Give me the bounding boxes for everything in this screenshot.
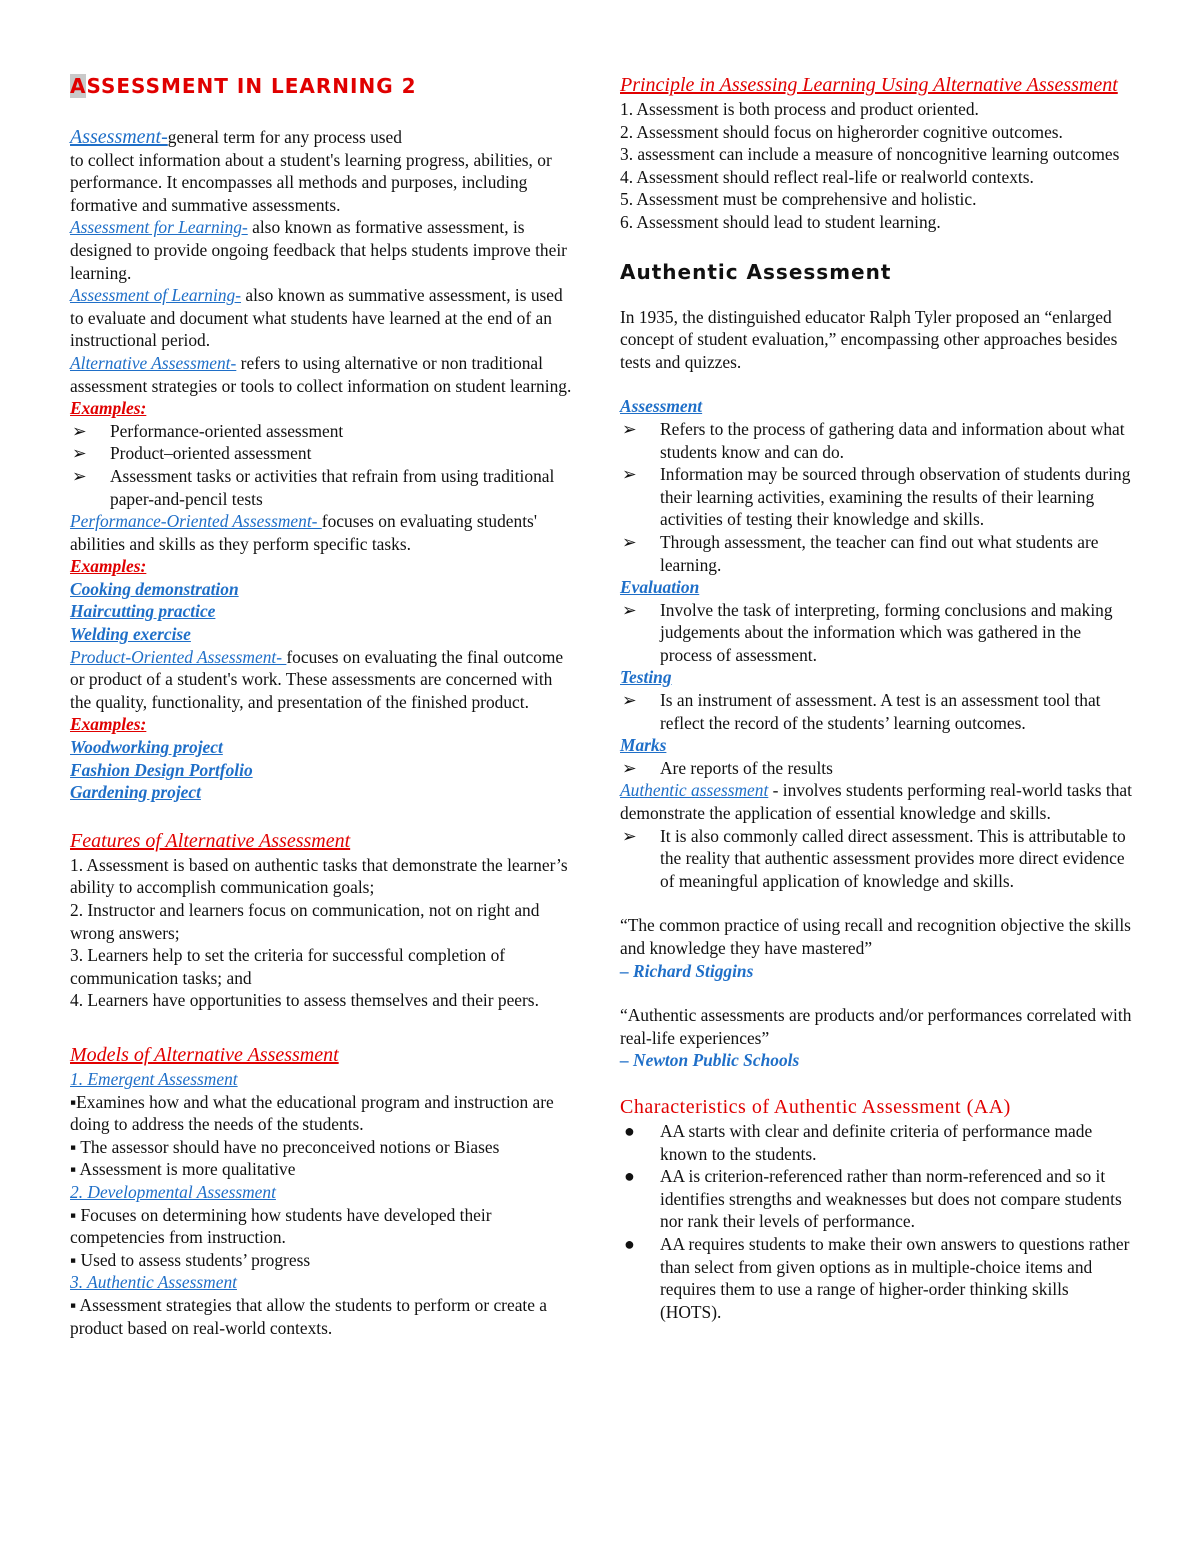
prod-definition xyxy=(70,646,575,714)
aol-term: Assessment of Learning- xyxy=(70,285,242,306)
prod-term: Product-Oriented Assessment- xyxy=(70,646,287,667)
example-link: Cooking demonstration xyxy=(70,578,239,599)
marks-label: Marks xyxy=(620,735,667,756)
model-line: ▪ Assessment is more qualitative xyxy=(70,1159,296,1180)
list-item-text: Product–oriented assessment xyxy=(110,443,312,464)
model-title: 1. Emergent Assessment xyxy=(70,1068,238,1089)
perf-definition xyxy=(70,510,575,555)
principle-item: 5. Assessment must be comprehensive and holistic. xyxy=(620,189,977,210)
list-item-text: Performance-oriented assessment xyxy=(110,420,344,441)
model-line: ▪ The assessor should have no preconceived notions or Biases xyxy=(70,1136,500,1157)
arrow-bullet-icon: ➢ xyxy=(622,599,637,620)
round-bullet-icon: ● xyxy=(624,1233,635,1254)
afl-def: also known as formative assessment, is designed to provide ongoing feedback that helps students improve their learning. xyxy=(70,217,567,283)
arrow-bullet-icon: ➢ xyxy=(622,464,637,485)
testing-label: Testing xyxy=(620,667,672,688)
assessment-label: Assessment xyxy=(620,396,703,417)
example-link: Fashion Design Portfolio xyxy=(70,759,253,780)
features-heading: Features of Alternative Assessment xyxy=(70,829,351,852)
authentic-def: - involves students performing real-world tasks that demonstrate the application of essential knowledge and skills. xyxy=(620,780,1132,824)
principle-heading: Principle in Assessing Learning Using Alternative Assessment xyxy=(620,74,1118,96)
list-item-text: Involve the task of interpreting, forming conclusions and making judgements about the information which was gathered in the process of assessment. xyxy=(660,599,1113,665)
model-line: ▪ Used to assess students’ progress xyxy=(70,1249,311,1270)
quote-stiggins: “The common practice of using recall and recognition objective the skills and knowledge they have mastered” xyxy=(620,915,1131,958)
examples-label: Examples: xyxy=(70,714,147,735)
assessment-points xyxy=(620,418,1132,576)
list-item xyxy=(620,463,1132,531)
arrow-bullet-icon: ➢ xyxy=(622,825,637,846)
arrow-bullet-icon: ➢ xyxy=(72,420,87,441)
feature-item: 3. Learners help to set the criteria for successful completion of communication tasks; and xyxy=(70,945,506,988)
list-item-text: Is an instrument of assessment. A test is an assessment tool that reflect the record of the students’ learning outcomes. xyxy=(660,690,1101,733)
list-item xyxy=(70,420,575,443)
assessment-term: Assessment- xyxy=(70,126,168,148)
principle-item: 4. Assessment should reflect real-life or realworld contexts. xyxy=(620,166,1034,187)
arrow-bullet-icon: ➢ xyxy=(72,443,87,464)
principle-item: 3. assessment can include a measure of noncognitive learning outcomes xyxy=(620,144,1120,165)
afl-definition xyxy=(70,216,575,284)
marks-points xyxy=(620,757,1132,780)
model-title: 3. Authentic Assessment xyxy=(70,1272,237,1293)
model-line: ▪ Focuses on determining how students have developed their competencies from instruction. xyxy=(70,1204,492,1248)
alt-definition xyxy=(70,352,575,397)
title-text: SSESSMENT IN LEARNING 2 xyxy=(86,74,417,98)
evaluation-label: Evaluation xyxy=(620,577,700,598)
list-item-text: AA is criterion-referenced rather than norm-referenced and so it identifies strengths and weaknesses but does not compare students nor rank their levels of performance. xyxy=(660,1166,1122,1232)
arrow-bullet-icon: ➢ xyxy=(622,757,637,778)
list-item xyxy=(620,1120,1132,1165)
right-column xyxy=(620,72,1132,1323)
evaluation-points xyxy=(620,599,1132,667)
aol-definition xyxy=(70,284,575,352)
authentic-heading: Authentic Assessment xyxy=(620,259,892,284)
title-first-letter: A xyxy=(70,74,87,98)
example-link: Woodworking project xyxy=(70,737,223,758)
feature-item: 4. Learners have opportunities to assess themselves and their peers. xyxy=(70,990,539,1011)
quote-newton: “Authentic assessments are products and/or performances correlated with real-life experiences” xyxy=(620,1005,1132,1048)
left-column xyxy=(70,72,575,1339)
quote-stiggins-author: – Richard Stiggins xyxy=(620,960,754,981)
list-item xyxy=(620,418,1132,463)
list-item-text: Information may be sourced through observation of students during their learning activities, examining the results of their learning activities of testing their knowledge and skills. xyxy=(660,464,1131,530)
principle-item: 6. Assessment should lead to student learning. xyxy=(620,211,941,232)
round-bullet-icon: ● xyxy=(624,1120,635,1141)
aa-heading: Characteristics of Authentic Assessment (AA) xyxy=(620,1095,1011,1118)
list-item xyxy=(620,531,1132,576)
authentic-definition xyxy=(620,779,1132,824)
example-link: Haircutting practice xyxy=(70,601,216,622)
arrow-bullet-icon: ➢ xyxy=(622,531,637,552)
list-item-text: Assessment tasks or activities that refrain from using traditional paper-and-pencil tests xyxy=(110,465,555,509)
model-title: 2. Developmental Assessment xyxy=(70,1181,276,1202)
list-item-text: AA requires students to make their own answers to questions rather than select from given options as in multiple-choice items and requires them to use a range of higher-order thinking skills (HOTS). xyxy=(660,1233,1130,1322)
list-item xyxy=(70,465,575,510)
authentic-term: Authentic assessment xyxy=(620,780,769,801)
round-bullet-icon: ● xyxy=(624,1166,635,1187)
list-item xyxy=(620,825,1132,893)
model-line: ▪Examines how and what the educational program and instruction are doing to address the needs of the students. xyxy=(70,1091,554,1135)
alt-def: refers to using alternative or non traditional assessment strategies or tools to collect information on student learning. xyxy=(70,352,572,396)
testing-points xyxy=(620,689,1132,734)
list-item-text: Refers to the process of gathering data and information about what students know and can do. xyxy=(660,418,1125,462)
aol-def: also known as summative assessment, is used to evaluate and document what students have learned at the end of an instructional period. xyxy=(70,285,563,351)
model-line: ▪ Assessment strategies that allow the students to perform or create a product based on real-world contexts. xyxy=(70,1294,548,1338)
perf-term: Performance-Oriented Assessment- xyxy=(70,511,322,532)
assessment-def-1: general term for any process used xyxy=(167,127,402,147)
assessment-definition-cont: to collect information about a student's learning progress, abilities, or performance. It encompasses all methods and purposes, including formative and summative assessments. xyxy=(70,149,552,215)
examples-label: Examples: xyxy=(70,556,147,577)
list-item-text: It is also commonly called direct assessment. This is attributable to the reality that authentic assessment provides more direct evidence of meaningful application of knowledge and skills. xyxy=(660,825,1126,891)
list-item-text: Through assessment, the teacher can find out what students are learning. xyxy=(660,531,1099,575)
example-link: Welding exercise xyxy=(70,624,191,645)
assessment-definition xyxy=(70,126,575,149)
examples-label: Examples: xyxy=(70,398,147,419)
list-item xyxy=(620,1233,1132,1323)
arrow-bullet-icon: ➢ xyxy=(622,690,637,711)
perf-def: focuses on evaluating students' abilities and skills as they perform specific tasks. xyxy=(70,511,537,554)
alt-term: Alternative Assessment- xyxy=(70,352,237,373)
arrow-bullet-icon: ➢ xyxy=(72,465,87,486)
aa-points xyxy=(620,1120,1132,1323)
example-link: Gardening project xyxy=(70,782,201,803)
authentic-points xyxy=(620,825,1132,893)
quote-newton-author: – Newton Public Schools xyxy=(620,1050,800,1071)
intro-paragraph: In 1935, the distinguished educator Ralph Tyler proposed an “enlarged concept of student evaluation,” encompassing other approaches besides tests and quizzes. xyxy=(620,306,1118,372)
afl-term: Assessment for Learning- xyxy=(70,217,248,238)
alt-examples-list xyxy=(70,420,575,510)
prod-def: focuses on evaluating the final outcome or product of a student's work. These assessments are concerned with the quality, functionality, and presentation of the finished product. xyxy=(70,646,564,712)
list-item xyxy=(620,757,1132,780)
list-item-text: AA starts with clear and definite criteria of performance made known to the students. xyxy=(660,1120,1093,1164)
list-item xyxy=(70,442,575,465)
document-title xyxy=(70,72,575,100)
list-item xyxy=(620,599,1132,667)
list-item-text: Are reports of the results xyxy=(660,757,833,778)
list-item xyxy=(620,1165,1132,1233)
models-heading: Models of Alternative Assessment xyxy=(70,1043,339,1066)
arrow-bullet-icon: ➢ xyxy=(622,418,637,439)
list-item xyxy=(620,689,1132,734)
principle-item: 2. Assessment should focus on higherorder cognitive outcomes. xyxy=(620,121,1063,142)
feature-item: 2. Instructor and learners focus on communication, not on right and wrong answers; xyxy=(70,900,540,943)
principle-item: 1. Assessment is both process and product oriented. xyxy=(620,99,979,119)
feature-item: 1. Assessment is based on authentic tasks that demonstrate the learner’s ability to accomplish communication goals; xyxy=(70,854,568,898)
